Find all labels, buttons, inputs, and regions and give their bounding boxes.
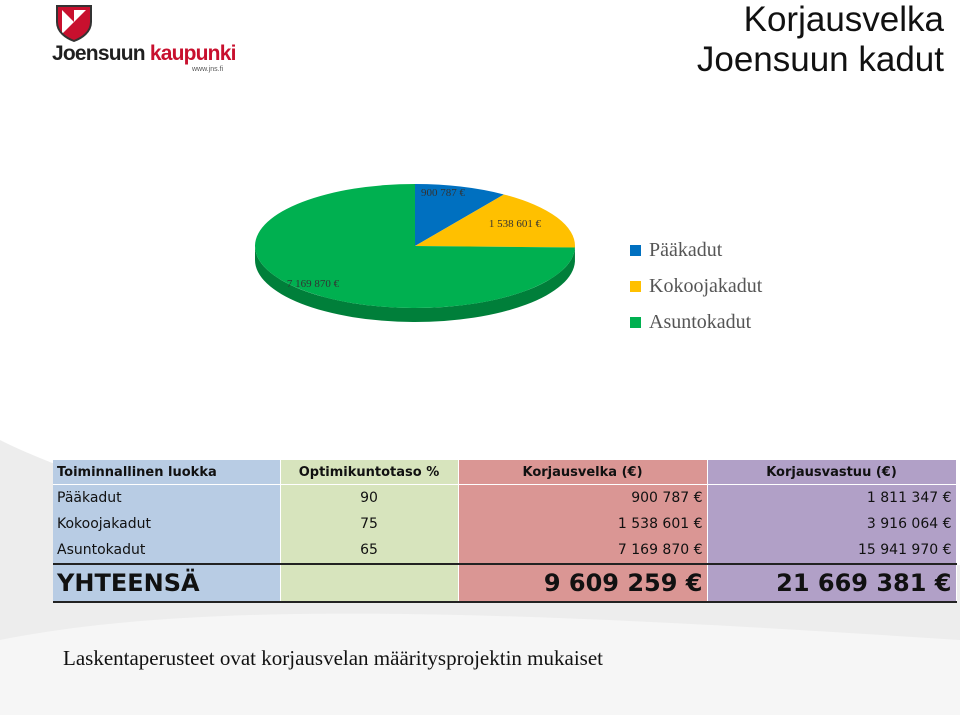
title-line2: Joensuun kadut xyxy=(696,40,944,79)
summary-table xyxy=(53,460,957,603)
table-total-row xyxy=(53,564,956,602)
legend-item-kokoojakadut xyxy=(630,268,762,304)
legend-item-asuntokadut xyxy=(630,304,762,340)
table-header-row xyxy=(53,460,956,485)
total-label: YHTEENSÄ xyxy=(53,564,280,602)
pie-data-label-1: 1 538 601 € xyxy=(488,218,542,230)
total-vastuu: 21 669 381 € xyxy=(707,564,956,602)
logo-name-part1: Joensuun xyxy=(52,42,145,65)
cell-luokka: Pääkadut xyxy=(53,485,280,512)
pie-data-label-2: 7 169 870 € xyxy=(286,278,340,290)
total-taso xyxy=(280,564,458,602)
legend-swatch-kokoojakadut xyxy=(630,281,641,292)
cell-taso: 65 xyxy=(280,537,458,564)
legend-label-asuntokadut: Asuntokadut xyxy=(649,310,752,333)
header-korjausvelka: Korjausvelka (€) xyxy=(458,460,707,485)
table-row xyxy=(53,485,956,512)
footnote: Laskentaperusteet ovat korjausvelan määritysprojektin mukaiset xyxy=(63,646,603,670)
header-optimikuntotaso: Optimikuntotaso % xyxy=(280,460,458,485)
cell-vastuu: 15 941 970 € xyxy=(707,537,956,564)
legend-item-paakadut xyxy=(630,232,762,268)
cell-vastuu: 3 916 064 € xyxy=(707,511,956,537)
cell-luokka: Kokoojakadut xyxy=(53,511,280,537)
cell-taso: 90 xyxy=(280,485,458,512)
header-luokka: Toiminnallinen luokka xyxy=(53,460,280,485)
legend-swatch-paakadut xyxy=(630,245,641,256)
cell-velka: 1 538 601 € xyxy=(458,511,707,537)
title-line1: Korjausvelka xyxy=(743,0,944,39)
legend-swatch-asuntokadut xyxy=(630,317,641,328)
table-row xyxy=(53,511,956,537)
legend-label-kokoojakadut: Kokoojakadut xyxy=(649,274,763,297)
cell-velka: 900 787 € xyxy=(458,485,707,512)
logo-name-part2: kaupunki xyxy=(149,42,236,65)
table-row xyxy=(53,537,956,564)
cell-velka: 7 169 870 € xyxy=(458,537,707,564)
logo-url: www.jns.fi xyxy=(192,66,224,73)
cell-luokka: Asuntokadut xyxy=(53,537,280,564)
header-korjausvastuu: Korjausvastuu (€) xyxy=(707,460,956,485)
chart-legend xyxy=(630,232,762,340)
cell-taso: 75 xyxy=(280,511,458,537)
cell-vastuu: 1 811 347 € xyxy=(707,485,956,512)
total-velka: 9 609 259 € xyxy=(458,564,707,602)
legend-label-paakadut: Pääkadut xyxy=(649,238,723,261)
pie-data-label-0: 900 787 € xyxy=(421,187,465,199)
